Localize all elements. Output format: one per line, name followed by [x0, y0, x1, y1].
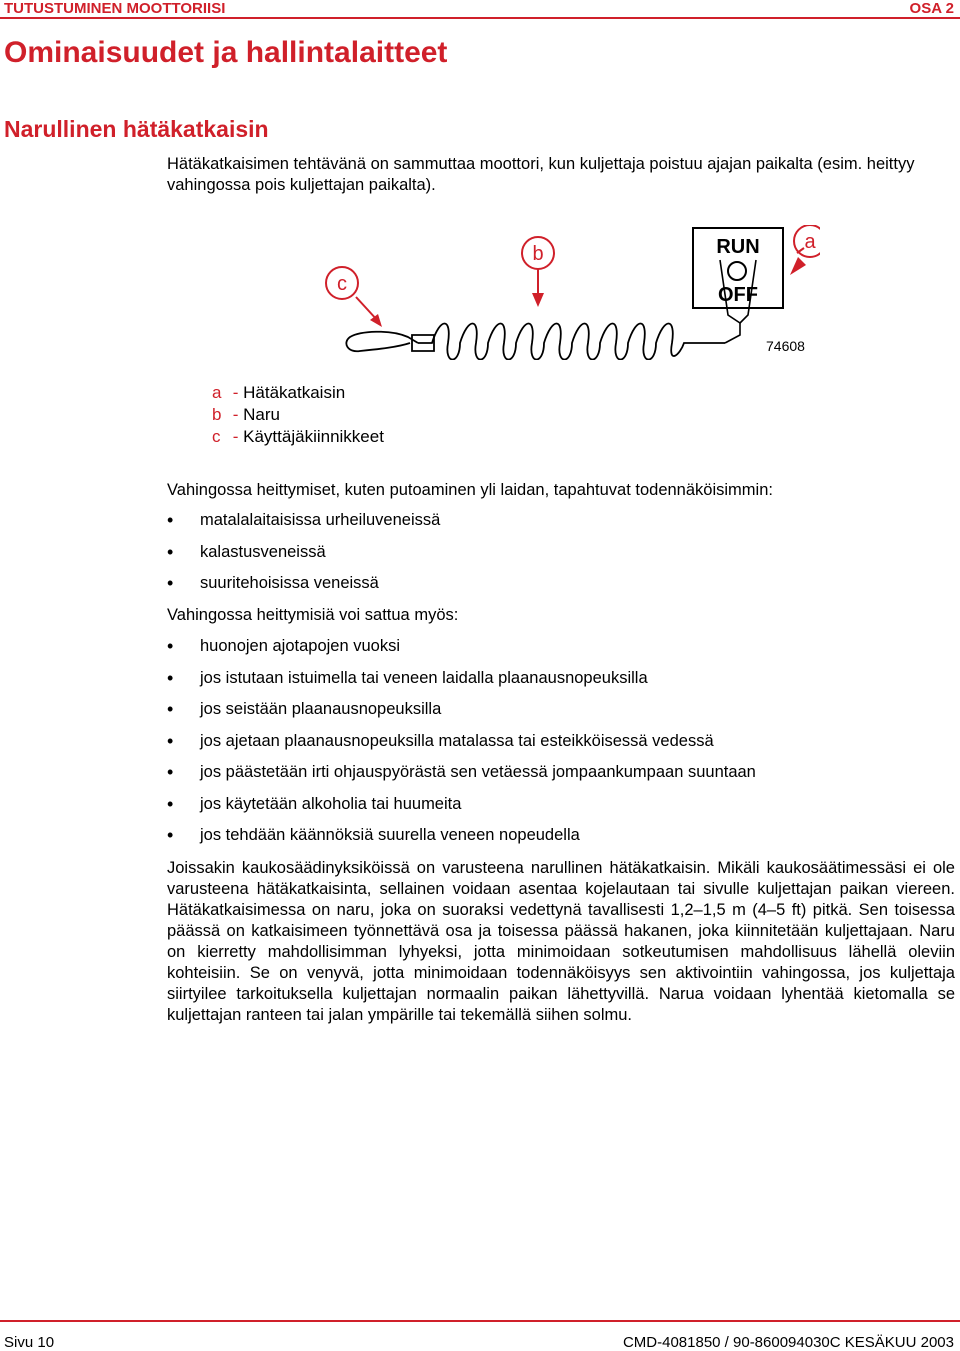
boat-type-list — [167, 510, 440, 605]
list-item: • suuritehoisissa veneissä — [167, 573, 440, 605]
switch-off-label: OFF — [718, 284, 758, 306]
legend-text: Käyttäjäkiinnikkeet — [243, 427, 384, 446]
header-part: OSA 2 — [909, 0, 954, 17]
callout-c-arrowhead — [370, 314, 382, 327]
list-item: • jos käytetään alkoholia tai huumeita — [167, 794, 756, 826]
legend-key: a — [212, 383, 222, 402]
paragraph-lanyard-description: Joissakin kaukosäädinyksiköissä on varusteena narullinen hätäkatkaisin. Mikäli kaukosäätimessäsi ei ole varusteena hätäkatkaisinta, sellainen voidaan asentaa kojelautaan tai sivulle kuljettajan paikan viereen. Hätäkatkaisimessa on naru, joka on suoraksi vedettynä tavallisesti 1,2–1,5 m (4–5 ft) pitkä. Sen toisessa päässä on katkaisimeen työnnettävä osa ja toisessa päässä hakanen, joka kiinnitetään kuljettajaan. Naru on kierretty mahdollisimman lyhyeksi, jotta minimoidaan sotkeutumisen mahdollisuus lähellä oleviin kohteisiin. Se on venyvä, jotta minimoidaan todennäköisyys sen aktivointiin vahingossa, jos kuljettaja siirtyilee tarkoituksella kuljettajan normaalin paikan lähettyvillä. Narua voidaan lyhentää kietomalla se kuljettajan ranteen tai jalan ympärille tai tekemällä siihen solmu. — [167, 859, 955, 1024]
section-title: Narullinen hätäkatkaisin — [4, 116, 269, 142]
callout-a-arrowhead — [790, 257, 806, 275]
legend-key: c — [212, 427, 221, 446]
callout-b-label: b — [532, 243, 544, 265]
figure-legend — [212, 382, 384, 448]
legend-text: Hätäkatkaisin — [243, 383, 346, 402]
switch-run-label: RUN — [716, 236, 760, 258]
legend-separator: - — [232, 405, 239, 424]
callout-a-label: a — [804, 231, 816, 253]
lanyard-hook — [346, 332, 434, 352]
page-title: Ominaisuudet ja hallintalaitteet — [4, 36, 448, 69]
header-divider — [0, 17, 960, 19]
legend-key: b — [212, 405, 222, 424]
list-item: • jos ajetaan plaanausnopeuksilla matalassa tai esteikköisessä vedessä — [167, 731, 756, 763]
legend-row-a — [212, 382, 384, 404]
paragraph-likely-situations: Vahingossa heittymiset, kuten putoaminen yli laidan, tapahtuvat todennäköisimmin: — [167, 481, 773, 499]
list-item: • jos päästetään irti ohjauspyörästä sen vetäessä jompaankumpaan suuntaan — [167, 762, 756, 794]
lanyard-coil — [418, 324, 725, 360]
list-item: • matalalaitaisissa urheiluveneissä — [167, 510, 440, 542]
list-item: • jos seistään plaanausnopeuksilla — [167, 699, 756, 731]
callout-c-label: c — [337, 273, 347, 295]
document-id: CMD-4081850 / 90-860094030C KESÄKUU 2003 — [622, 1334, 954, 1351]
legend-row-b — [212, 404, 384, 426]
cause-list — [167, 636, 756, 857]
legend-row-c — [212, 426, 384, 448]
header-section: TUTUSTUMINEN MOOTTORIISI — [4, 0, 226, 17]
switch-clip-tail — [725, 323, 740, 343]
footer-divider — [0, 1320, 960, 1322]
legend-separator: - — [232, 383, 239, 402]
switch-knob — [728, 262, 746, 280]
page-number: Sivu 10 — [4, 1334, 55, 1351]
intro-paragraph: Hätäkatkaisimen tehtävänä on sammuttaa moottori, kun kuljettaja poistuu ajajan paikalta (esim. heittyy vahingossa pois kuljettajan paikalta). — [167, 155, 915, 194]
list-item: • kalastusveneissä — [167, 542, 440, 574]
list-item: • huonojen ajotapojen vuoksi — [167, 636, 756, 668]
list-item: • jos istutaan istuimella tai veneen laidalla plaanausnopeuksilla — [167, 668, 756, 700]
lanyard-stop-switch-illustration — [320, 225, 820, 360]
figure-number: 74608 — [766, 338, 805, 354]
list-item: • jos tehdään käännöksiä suurella veneen nopeudella — [167, 825, 756, 857]
legend-separator: - — [232, 427, 239, 446]
legend-text: Naru — [243, 405, 280, 424]
paragraph-other-causes: Vahingossa heittymisiä voi sattua myös: — [167, 606, 459, 624]
callout-b-arrowhead — [532, 293, 544, 307]
